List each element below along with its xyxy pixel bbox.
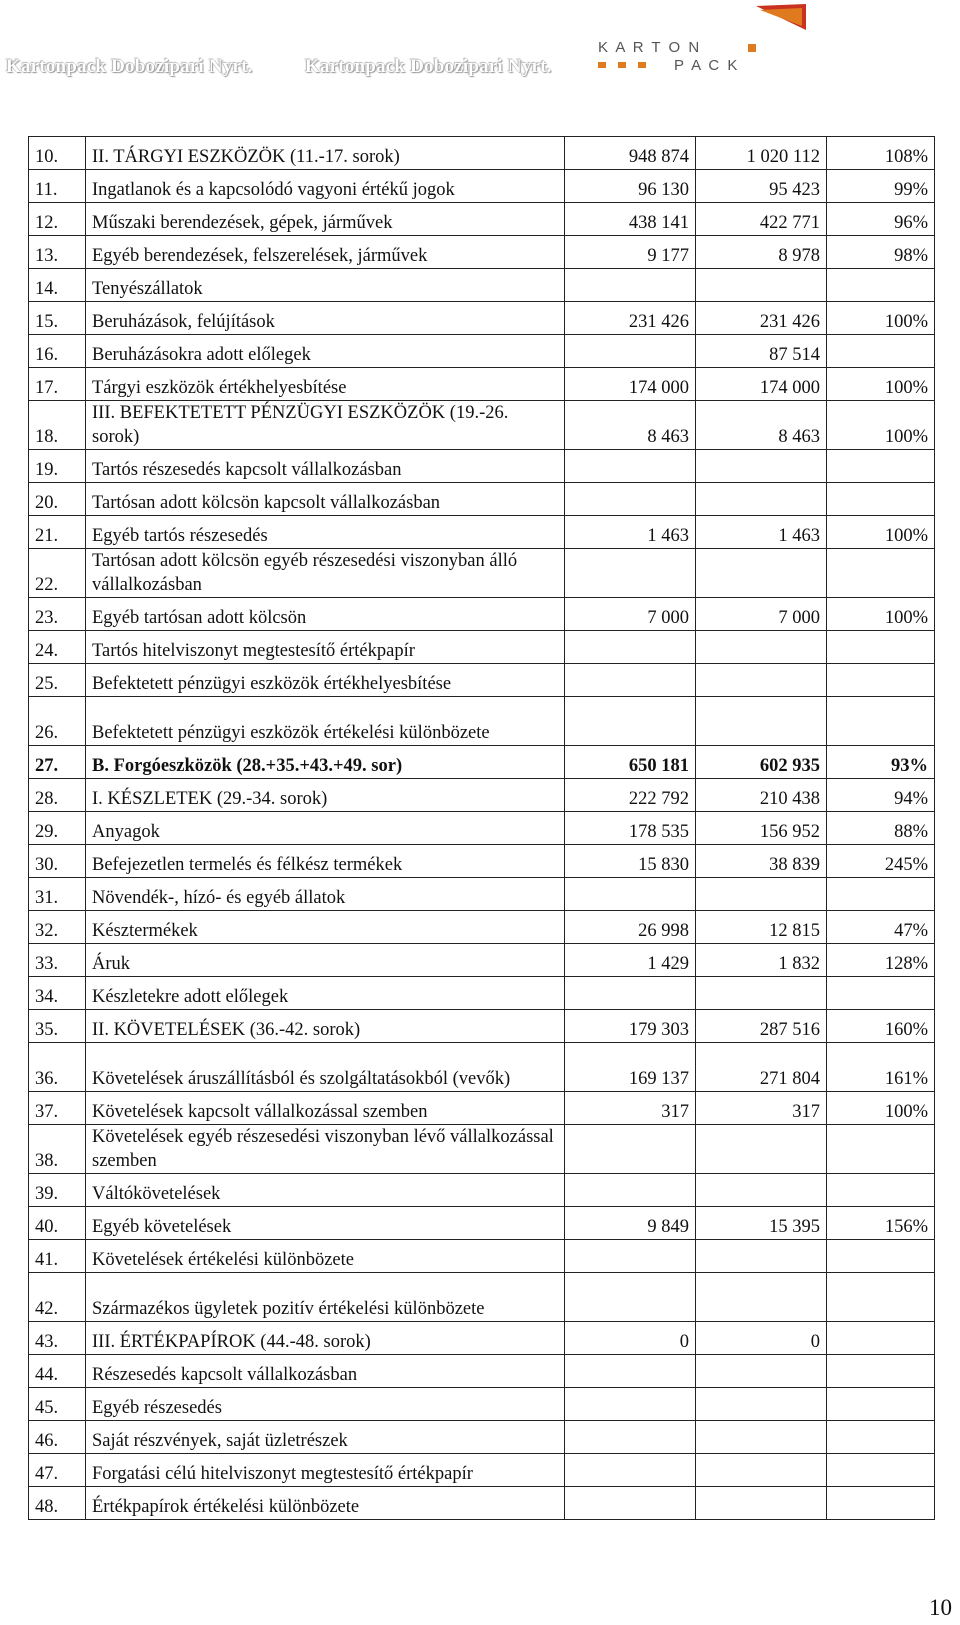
row-label: Egyéb berendezések, felszerelések, járművek (86, 236, 565, 269)
row-number: 10. (29, 137, 86, 170)
value-prev-year (565, 664, 696, 697)
value-prev-year: 9 177 (565, 236, 696, 269)
company-name-watermark: Kartonpack Dobozipari Nyrt. (6, 56, 253, 77)
row-number: 45. (29, 1388, 86, 1421)
svg-text:P A C K: P A C K (674, 57, 740, 74)
index-percent: 156% (827, 1207, 935, 1240)
index-percent (827, 483, 935, 516)
row-number: 34. (29, 977, 86, 1010)
value-prev-year (565, 1355, 696, 1388)
row-label: Befejezetlen termelés és félkész termékek (86, 845, 565, 878)
index-percent: 47% (827, 911, 935, 944)
value-current-year: 602 935 (696, 746, 827, 779)
value-current-year: 422 771 (696, 203, 827, 236)
row-number: 18. (29, 401, 86, 450)
row-label: Követelések kapcsolt vállalkozással szemben (86, 1092, 565, 1125)
index-percent (827, 977, 935, 1010)
row-number: 13. (29, 236, 86, 269)
table-row (29, 549, 935, 598)
row-label: Tartósan adott kölcsön kapcsolt vállalkozásban (86, 483, 565, 516)
value-prev-year: 179 303 (565, 1010, 696, 1043)
table-row (29, 631, 935, 664)
row-label: Követelések áruszállításból és szolgáltatásokból (vevők) (86, 1043, 565, 1092)
row-label: Egyéb követelések (86, 1207, 565, 1240)
row-label: II. TÁRGYI ESZKÖZÖK (11.-17. sorok) (86, 137, 565, 170)
index-percent (827, 1273, 935, 1322)
table-row (29, 1010, 935, 1043)
value-current-year: 271 804 (696, 1043, 827, 1092)
row-number: 43. (29, 1322, 86, 1355)
value-current-year (696, 1240, 827, 1273)
row-number: 11. (29, 170, 86, 203)
row-label: Részesedés kapcsolt vállalkozásban (86, 1355, 565, 1388)
table-row (29, 483, 935, 516)
value-prev-year: 15 830 (565, 845, 696, 878)
row-label: B. Forgóeszközök (28.+35.+43.+49. sor) (86, 746, 565, 779)
table-row (29, 697, 935, 746)
value-current-year: 7 000 (696, 598, 827, 631)
value-prev-year: 1 429 (565, 944, 696, 977)
row-label: Készletekre adott előlegek (86, 977, 565, 1010)
value-current-year (696, 1355, 827, 1388)
index-percent: 100% (827, 516, 935, 549)
index-percent (827, 1454, 935, 1487)
index-percent (827, 1487, 935, 1520)
table-row (29, 878, 935, 911)
index-percent: 161% (827, 1043, 935, 1092)
index-percent (827, 1355, 935, 1388)
table-row (29, 1454, 935, 1487)
table-row (29, 203, 935, 236)
index-percent (827, 335, 935, 368)
index-percent: 100% (827, 598, 935, 631)
value-current-year: 8 978 (696, 236, 827, 269)
table-row (29, 779, 935, 812)
index-percent (827, 1421, 935, 1454)
value-current-year: 1 463 (696, 516, 827, 549)
index-percent: 128% (827, 944, 935, 977)
value-prev-year: 178 535 (565, 812, 696, 845)
table-row (29, 516, 935, 549)
value-prev-year (565, 1240, 696, 1273)
row-number: 27. (29, 746, 86, 779)
row-number: 28. (29, 779, 86, 812)
page-number: 10 (929, 1595, 952, 1620)
row-label: Beruházásokra adott előlegek (86, 335, 565, 368)
index-percent (827, 631, 935, 664)
index-percent: 108% (827, 137, 935, 170)
index-percent: 100% (827, 302, 935, 335)
table-row (29, 944, 935, 977)
row-label: Értékpapírok értékelési különbözete (86, 1487, 565, 1520)
row-number: 31. (29, 878, 86, 911)
value-current-year: 287 516 (696, 1010, 827, 1043)
row-number: 37. (29, 1092, 86, 1125)
index-percent (827, 878, 935, 911)
row-number: 21. (29, 516, 86, 549)
value-current-year: 12 815 (696, 911, 827, 944)
table-row (29, 1273, 935, 1322)
table-row (29, 269, 935, 302)
index-percent (827, 549, 935, 598)
value-prev-year: 26 998 (565, 911, 696, 944)
table-row (29, 1421, 935, 1454)
value-current-year: 38 839 (696, 845, 827, 878)
value-current-year (696, 1487, 827, 1520)
value-prev-year (565, 1454, 696, 1487)
row-number: 23. (29, 598, 86, 631)
index-percent: 88% (827, 812, 935, 845)
row-number: 20. (29, 483, 86, 516)
table-row (29, 137, 935, 170)
value-current-year (696, 664, 827, 697)
row-label: Tenyészállatok (86, 269, 565, 302)
table-row (29, 450, 935, 483)
row-label: Beruházások, felújítások (86, 302, 565, 335)
row-number: 25. (29, 664, 86, 697)
value-current-year (696, 1421, 827, 1454)
value-current-year: 231 426 (696, 302, 827, 335)
row-label: Tartósan adott kölcsön egyéb részesedési viszonyban álló vállalkozásban (86, 549, 565, 598)
value-prev-year (565, 549, 696, 598)
value-prev-year (565, 1421, 696, 1454)
value-current-year (696, 977, 827, 1010)
row-label: Késztermékek (86, 911, 565, 944)
row-number: 47. (29, 1454, 86, 1487)
value-current-year: 210 438 (696, 779, 827, 812)
row-label: Váltókövetelések (86, 1174, 565, 1207)
row-label: Anyagok (86, 812, 565, 845)
value-prev-year: 222 792 (565, 779, 696, 812)
value-current-year (696, 450, 827, 483)
value-current-year: 1 832 (696, 944, 827, 977)
table-row (29, 1322, 935, 1355)
table-row (29, 401, 935, 450)
index-percent (827, 664, 935, 697)
value-prev-year (565, 878, 696, 911)
row-label: Ingatlanok és a kapcsolódó vagyoni értékű jogok (86, 170, 565, 203)
value-current-year (696, 1273, 827, 1322)
value-current-year (696, 269, 827, 302)
balance-sheet-table (28, 136, 935, 1520)
value-current-year: 15 395 (696, 1207, 827, 1240)
value-prev-year: 8 463 (565, 401, 696, 450)
row-number: 26. (29, 697, 86, 746)
row-number: 22. (29, 549, 86, 598)
index-percent (827, 1322, 935, 1355)
row-number: 19. (29, 450, 86, 483)
page-header (0, 0, 960, 100)
value-current-year (696, 1388, 827, 1421)
table-row (29, 1092, 935, 1125)
row-number: 16. (29, 335, 86, 368)
row-number: 12. (29, 203, 86, 236)
row-label: Egyéb tartósan adott kölcsön (86, 598, 565, 631)
kartonpack-logo (598, 4, 808, 82)
value-current-year (696, 483, 827, 516)
value-prev-year: 317 (565, 1092, 696, 1125)
table-row (29, 977, 935, 1010)
table-row (29, 1487, 935, 1520)
index-percent (827, 1174, 935, 1207)
index-percent: 99% (827, 170, 935, 203)
row-number: 30. (29, 845, 86, 878)
value-prev-year (565, 450, 696, 483)
index-percent: 98% (827, 236, 935, 269)
index-percent (827, 1240, 935, 1273)
value-current-year (696, 878, 827, 911)
value-prev-year: 1 463 (565, 516, 696, 549)
index-percent (827, 269, 935, 302)
table-row (29, 1207, 935, 1240)
value-current-year (696, 1125, 827, 1174)
table-row (29, 1043, 935, 1092)
value-current-year: 1 020 112 (696, 137, 827, 170)
row-number: 46. (29, 1421, 86, 1454)
row-label: Forgatási célú hitelviszonyt megtestesítő értékpapír (86, 1454, 565, 1487)
row-number: 15. (29, 302, 86, 335)
row-label: Saját részvények, saját üzletrészek (86, 1421, 565, 1454)
value-prev-year: 650 181 (565, 746, 696, 779)
row-number: 41. (29, 1240, 86, 1273)
value-current-year (696, 1454, 827, 1487)
svg-text:K A R T O N: K A R T O N (598, 39, 702, 56)
value-prev-year: 231 426 (565, 302, 696, 335)
row-label: Növendék-, hízó- és egyéb állatok (86, 878, 565, 911)
value-current-year: 95 423 (696, 170, 827, 203)
value-current-year: 8 463 (696, 401, 827, 450)
value-prev-year (565, 1273, 696, 1322)
row-number: 35. (29, 1010, 86, 1043)
index-percent (827, 450, 935, 483)
value-prev-year: 438 141 (565, 203, 696, 236)
value-current-year: 156 952 (696, 812, 827, 845)
row-number: 33. (29, 944, 86, 977)
table-row (29, 845, 935, 878)
table-row (29, 1355, 935, 1388)
row-label: Műszaki berendezések, gépek, járművek (86, 203, 565, 236)
table-row (29, 1240, 935, 1273)
table-row (29, 302, 935, 335)
index-percent: 96% (827, 203, 935, 236)
row-label: I. KÉSZLETEK (29.-34. sorok) (86, 779, 565, 812)
row-number: 44. (29, 1355, 86, 1388)
row-number: 24. (29, 631, 86, 664)
row-label: Származékos ügyletek pozitív értékelési különbözete (86, 1273, 565, 1322)
value-current-year: 87 514 (696, 335, 827, 368)
row-label: III. ÉRTÉKPAPÍROK (44.-48. sorok) (86, 1322, 565, 1355)
value-current-year (696, 1174, 827, 1207)
index-percent (827, 1388, 935, 1421)
row-label: Követelések értékelési különbözete (86, 1240, 565, 1273)
value-current-year: 0 (696, 1322, 827, 1355)
value-prev-year: 948 874 (565, 137, 696, 170)
table-row (29, 746, 935, 779)
value-prev-year (565, 269, 696, 302)
value-current-year (696, 631, 827, 664)
index-percent: 93% (827, 746, 935, 779)
value-prev-year (565, 1388, 696, 1421)
value-current-year (696, 549, 827, 598)
row-number: 17. (29, 368, 86, 401)
row-label: Egyéb részesedés (86, 1388, 565, 1421)
value-prev-year (565, 977, 696, 1010)
table-row (29, 1174, 935, 1207)
value-prev-year: 96 130 (565, 170, 696, 203)
row-label: Tartós hitelviszonyt megtestesítő értékpapír (86, 631, 565, 664)
row-number: 14. (29, 269, 86, 302)
index-percent: 94% (827, 779, 935, 812)
index-percent (827, 1125, 935, 1174)
company-name-watermark-2: Kartonpack Dobozipari Nyrt. (305, 56, 552, 77)
row-number: 32. (29, 911, 86, 944)
row-label: Egyéb tartós részesedés (86, 516, 565, 549)
index-percent: 100% (827, 1092, 935, 1125)
index-percent: 160% (827, 1010, 935, 1043)
value-prev-year (565, 1125, 696, 1174)
row-number: 42. (29, 1273, 86, 1322)
row-label: Tartós részesedés kapcsolt vállalkozásban (86, 450, 565, 483)
table-row (29, 170, 935, 203)
row-number: 29. (29, 812, 86, 845)
row-number: 38. (29, 1125, 86, 1174)
value-prev-year: 0 (565, 1322, 696, 1355)
table-row (29, 236, 935, 269)
row-label: III. BEFEKTETETT PÉNZÜGYI ESZKÖZÖK (19.-26. sorok) (86, 401, 565, 450)
value-current-year: 317 (696, 1092, 827, 1125)
table-row (29, 1388, 935, 1421)
table-row (29, 911, 935, 944)
row-label: Követelések egyéb részesedési viszonyban lévő vállalkozással szemben (86, 1125, 565, 1174)
table-row (29, 664, 935, 697)
value-current-year: 174 000 (696, 368, 827, 401)
value-prev-year (565, 1174, 696, 1207)
row-number: 40. (29, 1207, 86, 1240)
index-percent: 245% (827, 845, 935, 878)
value-prev-year: 7 000 (565, 598, 696, 631)
row-label: II. KÖVETELÉSEK (36.-42. sorok) (86, 1010, 565, 1043)
value-prev-year (565, 631, 696, 664)
value-prev-year (565, 1487, 696, 1520)
value-prev-year: 9 849 (565, 1207, 696, 1240)
row-label: Áruk (86, 944, 565, 977)
index-percent (827, 697, 935, 746)
value-current-year (696, 697, 827, 746)
row-label: Befektetett pénzügyi eszközök értékelési különbözete (86, 697, 565, 746)
table-row (29, 812, 935, 845)
value-prev-year: 169 137 (565, 1043, 696, 1092)
value-prev-year (565, 697, 696, 746)
table-row (29, 598, 935, 631)
table-row (29, 335, 935, 368)
row-number: 39. (29, 1174, 86, 1207)
row-number: 36. (29, 1043, 86, 1092)
value-prev-year (565, 335, 696, 368)
table-row (29, 368, 935, 401)
table-row (29, 1125, 935, 1174)
row-number: 48. (29, 1487, 86, 1520)
row-label: Befektetett pénzügyi eszközök értékhelyesbítése (86, 664, 565, 697)
value-prev-year: 174 000 (565, 368, 696, 401)
row-label: Tárgyi eszközök értékhelyesbítése (86, 368, 565, 401)
value-prev-year (565, 483, 696, 516)
index-percent: 100% (827, 368, 935, 401)
index-percent: 100% (827, 401, 935, 450)
